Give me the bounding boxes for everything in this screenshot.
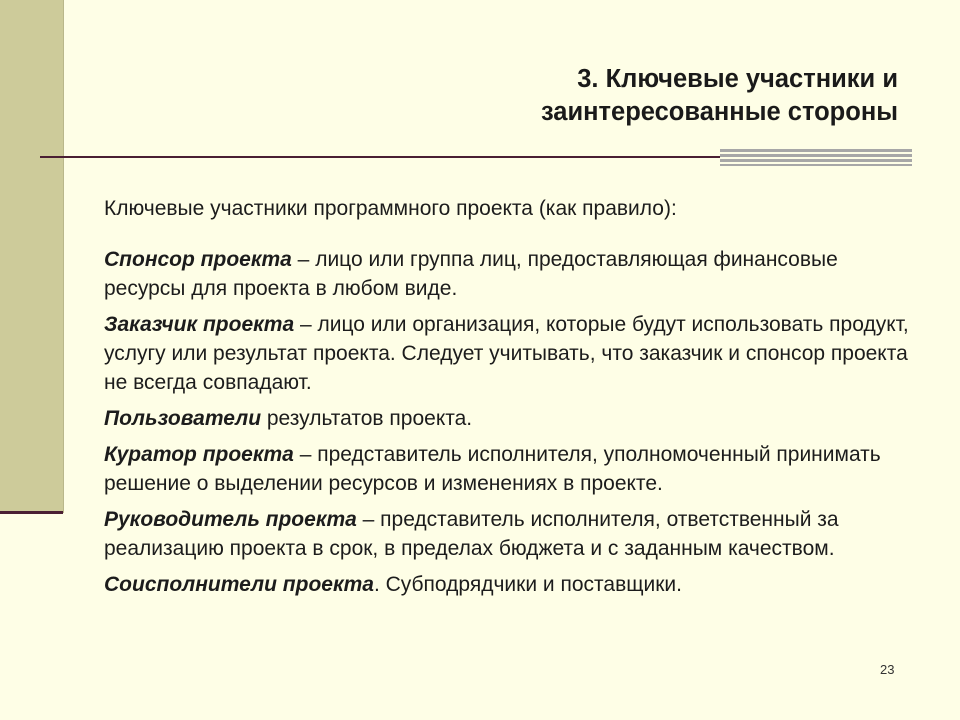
item-text: . Субподрядчики и поставщики. <box>373 573 682 596</box>
item-term: Куратор проекта <box>104 443 294 466</box>
item-term: Пользователи <box>104 407 262 430</box>
intro-text: Ключевые участники программного проекта (как правило): <box>104 197 677 220</box>
list-item-customer <box>104 310 924 397</box>
slide-title-line-1: 3. Ключевые участники и <box>577 65 898 93</box>
list-item-coexecutors <box>104 570 924 599</box>
side-panel <box>0 0 64 513</box>
title-decor-bars <box>720 149 912 166</box>
item-text: – лицо или группа лиц, предоставляющая финансовые ресурсы для проекта в любом виде. <box>104 248 838 300</box>
list-item-manager <box>104 505 924 563</box>
item-text: – лицо или организация, которые будут использовать продукт, услугу или результат проекта. Следует учитывать, что заказчик и спонсор проекта не всегда совпадают. <box>104 313 909 394</box>
item-text: – представитель исполнителя, уполномоченный принимать решение о выделении ресурсов и изменениях в проекте. <box>104 443 881 495</box>
list-item-users <box>104 404 924 433</box>
page-number: 23 <box>880 662 895 677</box>
slide-title <box>378 63 898 129</box>
item-text: – представитель исполнителя, ответственный за реализацию проекта в срок, в пределах бюджета и с заданным качеством. <box>104 508 839 560</box>
list-item-sponsor <box>104 245 924 303</box>
item-term: Заказчик проекта <box>104 313 295 336</box>
item-term: Соисполнители проекта <box>104 573 374 596</box>
item-text: результатов проекта. <box>261 407 473 430</box>
item-term: Спонсор проекта <box>104 248 292 271</box>
slide-title-line-2: заинтересованные стороны <box>540 98 898 126</box>
list-item-curator <box>104 440 924 498</box>
slide-body <box>104 194 924 606</box>
side-panel-divider <box>0 511 63 514</box>
item-term: Руководитель проекта <box>104 508 357 531</box>
